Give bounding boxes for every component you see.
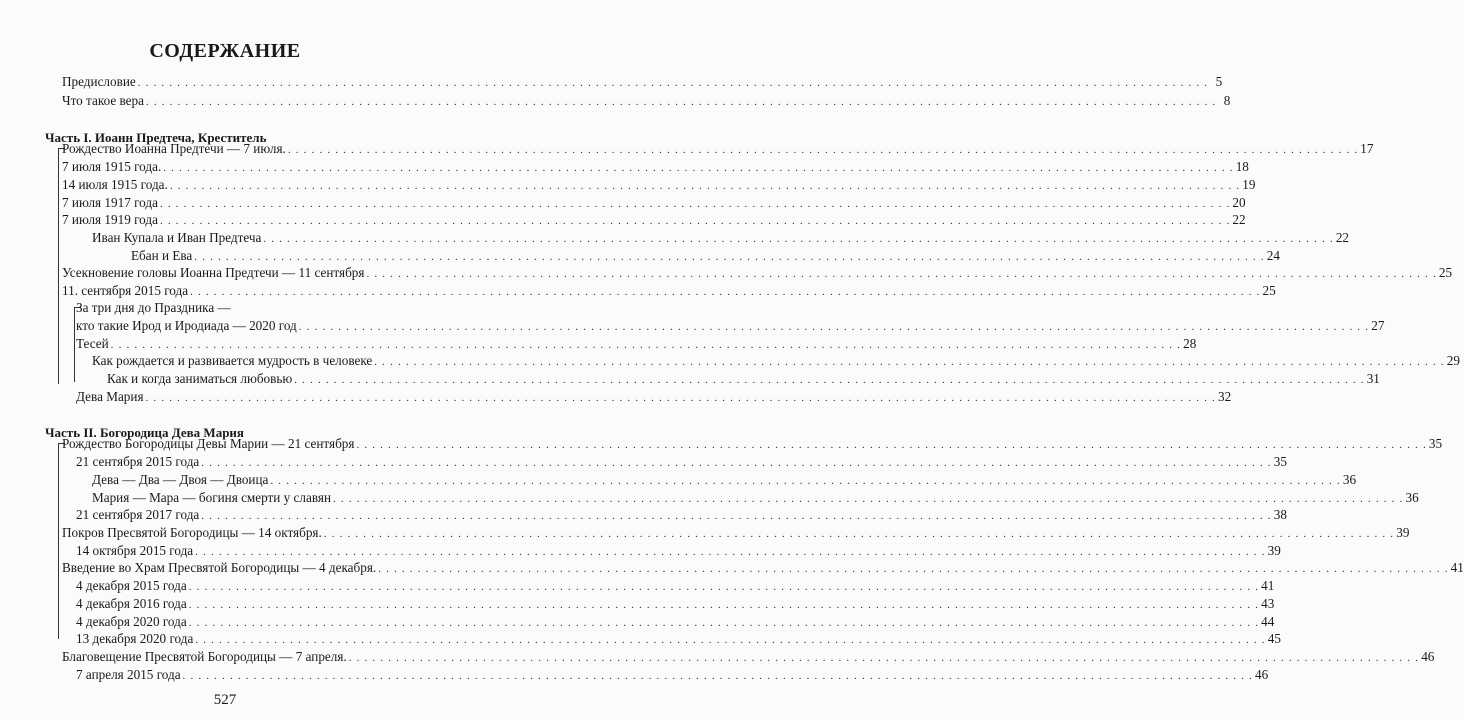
entry-title: Иван Купала и Иван Предтеча	[92, 230, 262, 245]
dot-leader	[324, 526, 1394, 543]
dot-leader	[333, 491, 1403, 508]
entry-page: 38	[1273, 507, 1287, 522]
entry-page: 32	[1217, 389, 1232, 404]
entry-page: 25	[1438, 265, 1453, 280]
toc-entry[interactable]	[131, 247, 1280, 264]
entry-page: 19	[1242, 177, 1256, 192]
entry-title: 21 сентября 2017 года	[76, 507, 200, 522]
entry-page: 8	[1223, 93, 1231, 108]
entry-page: 17	[1360, 141, 1374, 156]
entry-title: Дева — Два — Двоя — Двоица	[92, 472, 269, 487]
entry-page: 44	[1261, 614, 1275, 629]
entry-title: 7 июля 1915 года.	[62, 159, 162, 174]
toc-entry[interactable]	[62, 648, 1435, 665]
entry-page: 39	[1396, 525, 1410, 540]
toc-entry[interactable]	[76, 542, 1281, 559]
entry-title: 4 декабря 2016 года	[76, 596, 187, 611]
dot-leader	[288, 142, 1358, 159]
toc-entry[interactable]	[76, 317, 1385, 334]
entry-page: 46	[1421, 649, 1435, 664]
toc-entry[interactable]	[92, 352, 1460, 369]
entry-title: Покров Пресвятой Богородицы — 14 октября.	[62, 525, 322, 540]
entry-page: 25	[1262, 283, 1276, 298]
entry-page: 18	[1235, 159, 1249, 174]
dot-leader	[163, 160, 1233, 177]
toc-entry[interactable]	[76, 577, 1275, 594]
entry-title: 13 декабря 2020 года	[76, 631, 194, 646]
entry-title: 7 июля 1917 года	[62, 195, 158, 210]
toc-entry[interactable]	[62, 140, 1374, 157]
toc-entry[interactable]	[92, 471, 1357, 488]
entry-title: За три дня до Праздника —	[76, 300, 231, 315]
part-2-heading: Часть II. Богородица Дева Мария	[45, 425, 244, 440]
entry-page: 41	[1450, 560, 1464, 575]
entry-page: 31	[1366, 371, 1380, 386]
toc-entry[interactable]	[76, 453, 1287, 470]
entry-page: 24	[1266, 248, 1280, 263]
entry-title: Что такое вера	[62, 93, 144, 108]
dot-leader	[170, 178, 1240, 195]
entry-page: 41	[1261, 578, 1275, 593]
part-1-heading: Часть I. Иоанн Предтеча, Креститель	[45, 130, 267, 145]
entry-title: Введение во Храм Пресвятой Богородицы — 4 декабря.	[62, 560, 377, 575]
entry-page: 28	[1183, 336, 1197, 351]
dot-leader	[195, 632, 1265, 649]
toc-entry[interactable]	[76, 388, 1232, 405]
entry-page: 35	[1428, 436, 1443, 451]
dot-leader	[160, 213, 1230, 230]
entry-title: Усекновение головы Иоанна Предтечи — 11 сентября	[62, 265, 365, 280]
entry-page: 43	[1261, 596, 1275, 611]
toc-entry-what-is-faith[interactable]	[62, 92, 1231, 109]
toc-entry[interactable]	[62, 524, 1410, 541]
toc-entry[interactable]	[62, 435, 1443, 452]
toc-entry[interactable]	[62, 176, 1256, 193]
toc-entry[interactable]	[76, 666, 1269, 683]
toc-entry[interactable]	[76, 335, 1197, 352]
dot-leader	[201, 508, 1271, 525]
dot-leader	[201, 455, 1271, 472]
toc-entry[interactable]	[62, 559, 1464, 576]
entry-title: Рождество Богородицы Девы Марии — 21 сентября	[62, 436, 355, 451]
entry-title: Предисловие	[62, 74, 136, 89]
entry-title: Ебан и Ева	[131, 248, 193, 263]
entry-page: 22	[1335, 230, 1349, 245]
dot-leader	[138, 75, 1208, 92]
entry-title: Как и когда заниматься любовью	[107, 371, 293, 386]
entry-title: 14 июля 1915 года.	[62, 177, 168, 192]
entry-title: Тесей	[76, 336, 109, 351]
toc-entry[interactable]	[92, 229, 1349, 246]
entry-title: Дева Мария	[76, 389, 144, 404]
toc-entry[interactable]	[92, 489, 1419, 506]
dot-leader	[299, 319, 1369, 336]
entry-title: Как рождается и развивается мудрость в человеке	[92, 353, 373, 368]
entry-title: Благовещение Пресвятой Богородицы — 7 апреля.	[62, 649, 347, 664]
toc-entry[interactable]	[76, 595, 1275, 612]
entry-page: 29	[1446, 353, 1460, 368]
toc-entry[interactable]	[62, 158, 1249, 175]
entry-page: 36	[1405, 490, 1419, 505]
page-title: СОДЕРЖАНИЕ	[149, 40, 301, 62]
toc-entry[interactable]	[62, 264, 1453, 281]
page-number: 527	[213, 692, 237, 708]
entry-title: 21 сентября 2015 года	[76, 454, 200, 469]
dot-leader	[294, 372, 1364, 389]
dot-leader	[189, 579, 1259, 596]
dot-leader	[263, 231, 1333, 248]
dot-leader	[270, 473, 1340, 490]
entry-page: 36	[1342, 472, 1357, 487]
dot-leader	[189, 597, 1259, 614]
entry-page: 27	[1371, 318, 1385, 333]
entry-title: 11. сентября 2015 года	[62, 283, 189, 298]
dot-leader	[366, 266, 1436, 283]
entry-title: Рождество Иоанна Предтечи — 7 июля.	[62, 141, 286, 156]
entry-title: 14 октября 2015 года	[76, 543, 194, 558]
part-2-bracket	[58, 443, 65, 639]
entry-page: 20	[1232, 195, 1246, 210]
entry-page: 5	[1215, 74, 1223, 89]
entry-title: 7 июля 1919 года	[62, 212, 158, 227]
entry-page: 45	[1267, 631, 1281, 646]
entry-page: 35	[1273, 454, 1287, 469]
toc-entry[interactable]	[76, 630, 1281, 647]
dot-leader	[349, 650, 1419, 667]
toc-entry[interactable]	[76, 506, 1287, 523]
dot-leader	[190, 284, 1260, 301]
dot-leader	[146, 94, 1216, 111]
entry-page: 46	[1255, 667, 1269, 682]
toc-entry[interactable]	[62, 211, 1246, 228]
dot-leader	[183, 668, 1253, 685]
entry-title: 7 апреля 2015 года	[76, 667, 181, 682]
entry-title: 4 декабря 2015 года	[76, 578, 187, 593]
toc-entry[interactable]	[76, 299, 306, 316]
toc-entry[interactable]	[76, 613, 1275, 630]
toc-entry[interactable]	[107, 370, 1380, 387]
entry-page: 22	[1232, 212, 1246, 227]
toc-entry[interactable]	[62, 282, 1276, 299]
dot-leader	[374, 354, 1444, 371]
entry-title: кто такие Ирод и Иродиада — 2020 год	[76, 318, 297, 333]
toc-entry[interactable]	[62, 194, 1246, 211]
entry-page: 39	[1267, 543, 1281, 558]
entry-title: 4 декабря 2020 года	[76, 614, 187, 629]
entry-title: Мария — Мара — богиня смерти у славян	[92, 490, 332, 505]
dot-leader	[356, 437, 1426, 454]
toc-entry-preface[interactable]	[62, 73, 1223, 90]
dot-leader	[146, 390, 1216, 407]
dot-leader	[378, 561, 1448, 578]
